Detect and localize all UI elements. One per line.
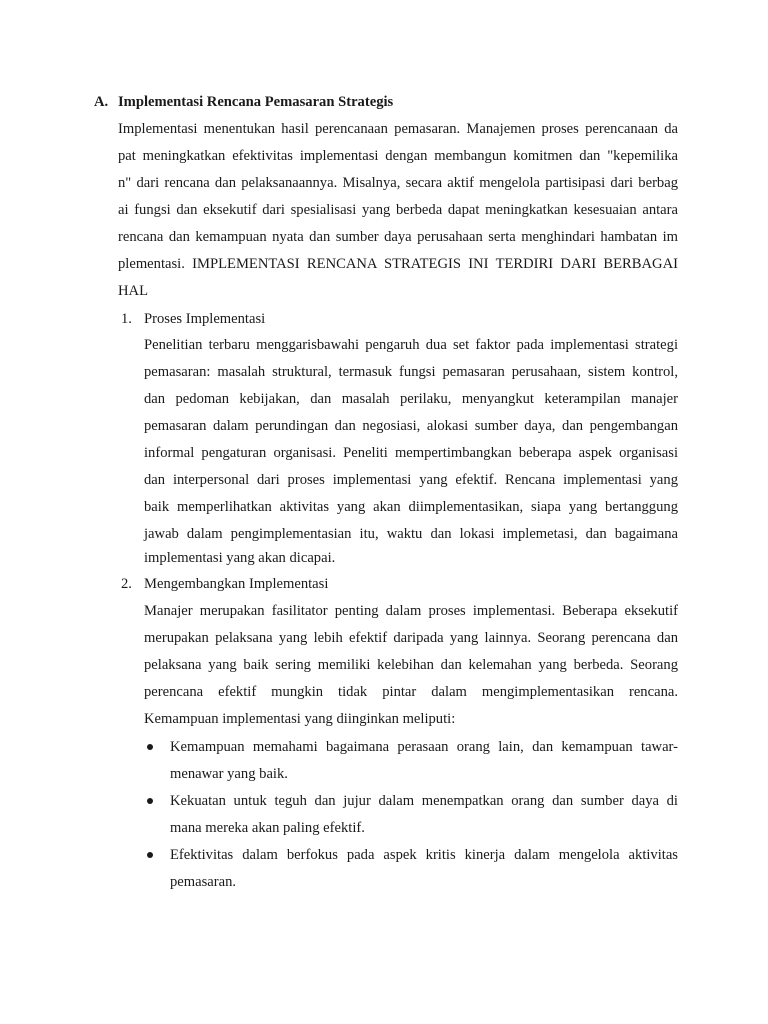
paragraph-line: n" dari rencana dan pelaksanaannya. Misalnya, secara aktif mengelola partisipasi dari berbag bbox=[118, 175, 678, 191]
item-text-line: baik memperlihatkan aktivitas yang akan diimplementasikan, siapa yang bertanggung bbox=[144, 499, 678, 515]
paragraph-line: Implementasi menentukan hasil perencanaan pemasaran. Manajemen proses perencanaan da bbox=[118, 121, 678, 137]
bullet-text-line: mana mereka akan paling efektif. bbox=[170, 820, 365, 836]
item-text-line: informal pengaturan organisasi. Peneliti mempertimbangkan beberapa aspek organisasi bbox=[144, 445, 678, 461]
item-text-line: dan interpersonal dari proses implementasi yang efektif. Rencana implementasi yang bbox=[144, 472, 678, 488]
item-text-line: Manajer merupakan fasilitator penting dalam proses implementasi. Beberapa eksekutif bbox=[144, 603, 678, 619]
bullet-text-line: Kemampuan memahami bagaimana perasaan orang lain, dan kemampuan tawar- bbox=[170, 739, 678, 755]
item-text-line: merupakan pelaksana yang lebih efektif daripada yang lainnya. Seorang perencana dan bbox=[144, 630, 678, 646]
item-text-line: pelaksana yang baik sering memiliki kelebihan dan kelemahan yang berbeda. Seorang bbox=[144, 657, 678, 673]
bullet-text-line: pemasaran. bbox=[170, 874, 237, 890]
section-letter: A. bbox=[94, 94, 109, 110]
bullet-text-line: menawar yang baik. bbox=[170, 766, 288, 782]
item-text-line: Kemampuan implementasi yang diinginkan meliputi: bbox=[144, 711, 456, 727]
item-number: 1. bbox=[121, 311, 132, 327]
item-text-line: Penelitian terbaru menggarisbawahi pengaruh dua set faktor pada implementasi strategi bbox=[144, 337, 678, 353]
item-text-line: pemasaran dalam perundingan dan negosiasi, alokasi sumber daya, dan pengembangan bbox=[144, 418, 678, 434]
paragraph-line: plementasi. IMPLEMENTASI RENCANA STRATEGIS INI TERDIRI DARI BERBAGAI bbox=[118, 256, 678, 272]
bullet-icon bbox=[147, 744, 153, 750]
item-title: Mengembangkan Implementasi bbox=[144, 576, 329, 592]
item-number: 2. bbox=[121, 576, 132, 592]
item-text-line: perencana efektif mungkin tidak pintar dalam mengimplementasikan rencana. bbox=[144, 684, 678, 700]
section-heading: Implementasi Rencana Pemasaran Strategis bbox=[118, 94, 394, 110]
item-text-line: implementasi yang akan dicapai. bbox=[144, 550, 336, 566]
paragraph-line: rencana dan kemampuan nyata dan sumber daya perusahaan serta menghindari hambatan im bbox=[118, 229, 678, 245]
bullet-text-line: Efektivitas dalam berfokus pada aspek kritis kinerja dalam mengelola aktivitas bbox=[170, 847, 678, 863]
item-text-line: jawab dalam pengimplementasian itu, waktu dan lokasi implemetasi, dan bagaimana bbox=[144, 526, 678, 542]
paragraph-line: ai fungsi dan eksekutif dari spesialisasi yang berbeda dapat meningkatkan kesesuaian antara bbox=[118, 202, 678, 218]
bullet-text-line: Kekuatan untuk teguh dan jujur dalam menempatkan orang dan sumber daya di bbox=[170, 793, 678, 809]
paragraph-line: HAL bbox=[118, 283, 148, 299]
item-title: Proses Implementasi bbox=[144, 311, 266, 327]
item-text-line: dan pedoman kebijakan, dan masalah perilaku, menyangkut keterampilan manajer bbox=[144, 391, 678, 407]
item-text-line: pemasaran: masalah struktural, termasuk fungsi pemasaran perusahaan, sistem kontrol, bbox=[144, 364, 678, 380]
paragraph-line: pat meningkatkan efektivitas implementasi dengan membangun komitmen dan "kepemilika bbox=[118, 148, 678, 164]
bullet-icon bbox=[147, 798, 153, 804]
bullet-icon bbox=[147, 852, 153, 858]
